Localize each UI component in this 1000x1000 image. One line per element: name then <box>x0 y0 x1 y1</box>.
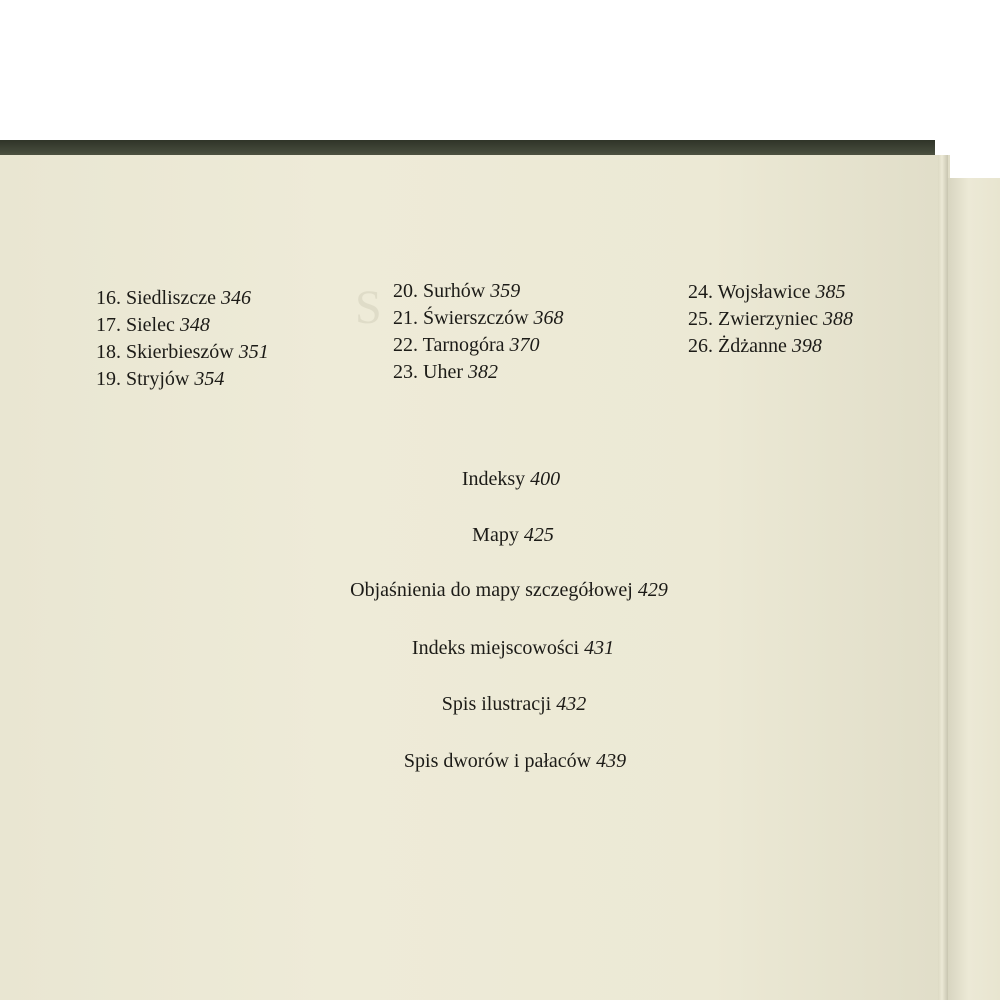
toc-section-spis-dworow: Spis dworów i pałaców 439 <box>403 750 627 772</box>
toc-entry: 16. Siedliszcze 346 <box>96 287 251 309</box>
adjacent-page-edge <box>948 178 1000 1000</box>
toc-entry: 21. Świerszczów 368 <box>393 307 564 329</box>
toc-entry: 20. Surhów 359 <box>393 280 521 302</box>
toc-column-3 <box>688 279 853 360</box>
toc-entry: 24. Wojsławice 385 <box>688 281 846 303</box>
page-edge <box>938 155 948 1000</box>
toc-column-2 <box>393 278 564 386</box>
toc-entry: 26. Żdżanne 398 <box>688 335 822 357</box>
toc-column-1 <box>96 285 269 393</box>
show-through-subheading <box>378 437 383 468</box>
toc-section-mapy: Mapy 425 <box>472 524 554 546</box>
toc-entry: 23. Uher 382 <box>393 361 498 383</box>
toc-entry: 25. Zwierzyniec 388 <box>688 308 853 330</box>
show-through-heading: S <box>355 281 382 334</box>
toc-entry: 19. Stryjów 354 <box>96 368 225 390</box>
toc-section-objasnienia: Objaśnienia do mapy szczegółowej 429 <box>350 579 668 601</box>
toc-entry: 22. Tarnogóra 370 <box>393 334 540 356</box>
toc-entry: 17. Sielec 348 <box>96 314 210 336</box>
toc-section-indeksy: Indeksy 400 <box>461 468 561 490</box>
toc-section-indeks-miejscowosci: Indeks miejscowości 431 <box>411 637 615 659</box>
toc-entry: 18. Skierbieszów 351 <box>96 341 269 363</box>
book-page <box>0 155 950 1000</box>
toc-section-spis-ilustracji: Spis ilustracji 432 <box>441 693 587 715</box>
